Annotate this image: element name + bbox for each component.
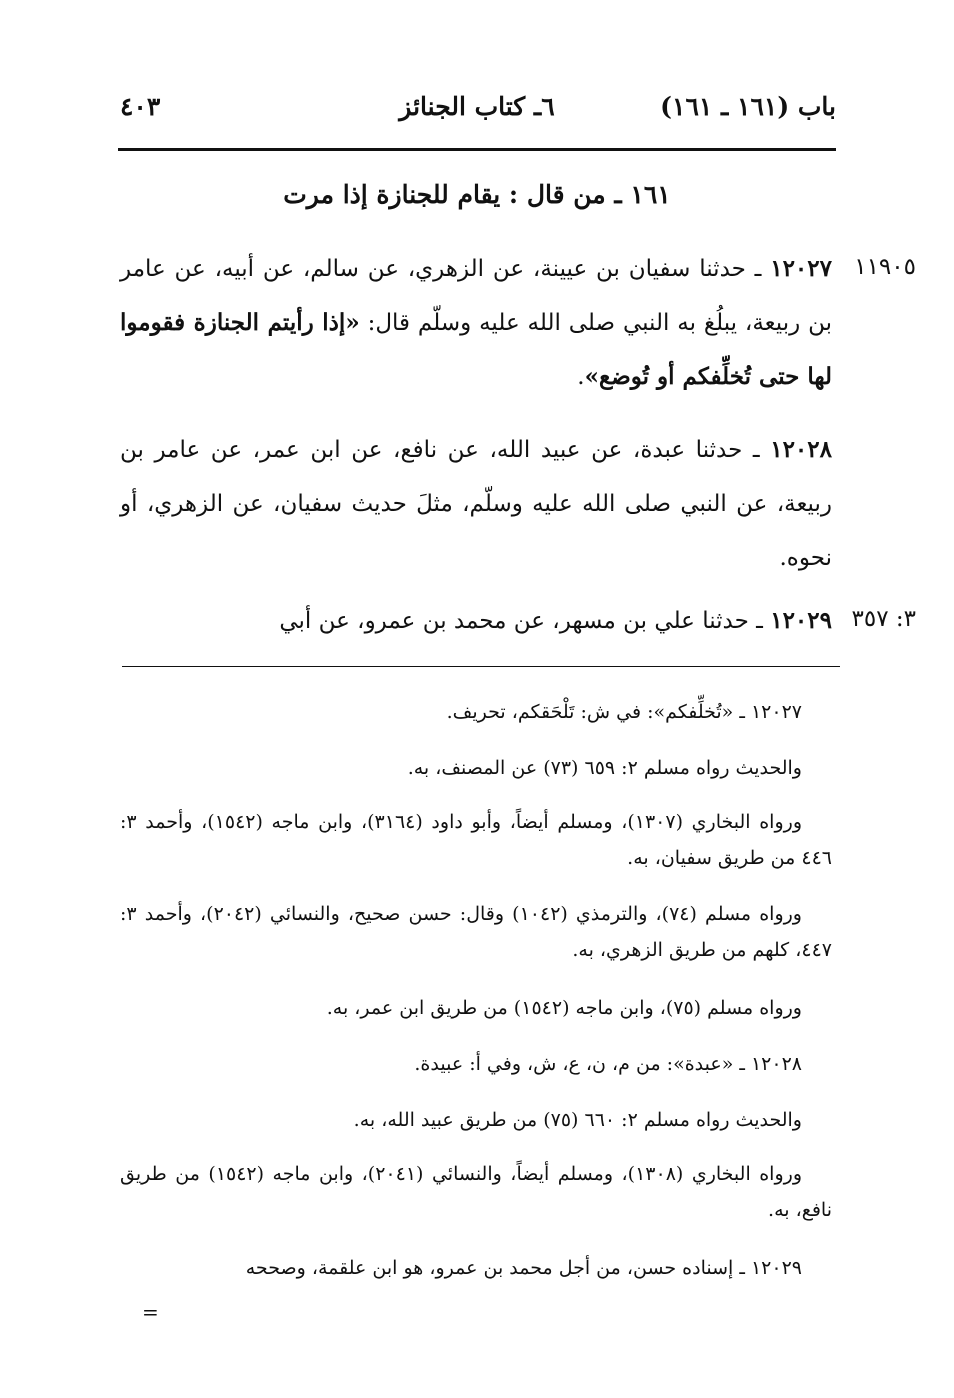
hadith-matn: «إذا رأيتم الجنازة فقوموا لها حتى تُخلِّفكم أو تُوضع» bbox=[120, 309, 832, 390]
hadith-number: ١٢٠٢٨ bbox=[770, 436, 832, 463]
book-title: ٦ـ كتاب الجنائز bbox=[399, 92, 555, 121]
continuation-mark: = bbox=[142, 1300, 159, 1324]
cross-reference: ٣: ٣٥٧ bbox=[851, 606, 916, 632]
hadith-entry bbox=[120, 423, 832, 585]
hadith-text: ـ حدثنا سفيان بن عيينة، عن الزهري، عن سالم، عن أبيه، عن عامر بن ربيعة، يبلُغ به النبي صلى الله عليه وسلّم قال: bbox=[120, 256, 832, 336]
hadith-number: ١٢٠٢٩ bbox=[770, 607, 832, 634]
page-number: ٤٠٣ bbox=[120, 92, 161, 121]
footnote: والحديث رواه مسلم ٢: ٦٦٠ (٧٥) من طريق عبيد الله، به. bbox=[353, 1109, 802, 1131]
hadith-text-end: . bbox=[577, 364, 585, 390]
footnote: ورواه البخاري (١٣٠٧)، ومسلم أيضاً، وأبو داود (٣١٦٤)، وابن ماجه (١٥٤٢)، وأحمد ٣: ٤٤٦ من طريق سفيان، به. bbox=[120, 811, 832, 869]
footnote: ورواه مسلم (٧٤)، والترمذي (١٠٤٢) وقال: حسن صحيح، والنسائي (٢٠٤٢)، وأحمد ٣: ٤٤٧، كلهم من طريق الزهري، به. bbox=[120, 903, 832, 961]
footnote: ١٢٠٢٨ ـ «عبدة»: من م، ن، ع، ش، وفي أ: عبيدة. bbox=[414, 1053, 802, 1075]
footnote: ١٢٠٢٩ ـ إسناده حسن، من أجل محمد بن عمرو، هو ابن علقمة، وصححه bbox=[245, 1257, 802, 1279]
footnote-rule bbox=[122, 666, 840, 667]
header-rule bbox=[118, 148, 836, 151]
hadith-entry bbox=[120, 594, 832, 648]
hadith-text: ـ حدثنا عبدة، عن عبيد الله، عن نافع، عن ابن عمر، عن عامر بن ربيعة، عن النبي صلى الله عليه وسلّم، مثلَ حديث سفيان، عن الزهري، أو نحوه. bbox=[120, 437, 832, 571]
footnote: ورواه البخاري (١٣٠٨)، ومسلم أيضاً، والنسائي (٢٠٤١)، وابن ماجه (١٥٤٢) من طريق نافع، به. bbox=[120, 1163, 832, 1221]
chapter-heading: ١٦١ ـ من قال : يقام للجنازة إذا مرت bbox=[283, 180, 671, 209]
chapter-reference: باب (١٦١ ـ ١٦١) bbox=[660, 92, 836, 121]
footnote: ١٢٠٢٧ ـ «تُخلِّفكم»: في ش: تَلْحَقكم، تحريف. bbox=[446, 701, 802, 723]
footnote: والحديث رواه مسلم ٢: ٦٥٩ (٧٣) عن المصنف، به. bbox=[407, 757, 802, 779]
cross-reference: ١١٩٠٥ bbox=[854, 254, 916, 280]
hadith-number: ١٢٠٢٧ bbox=[770, 255, 832, 282]
hadith-text: ـ حدثنا علي بن مسهر، عن محمد بن عمرو، عن أبي bbox=[279, 608, 771, 634]
hadith-entry bbox=[120, 242, 832, 404]
footnote: ورواه مسلم (٧٥)، وابن ماجه (١٥٤٢) من طريق ابن عمر، به. bbox=[326, 997, 802, 1019]
